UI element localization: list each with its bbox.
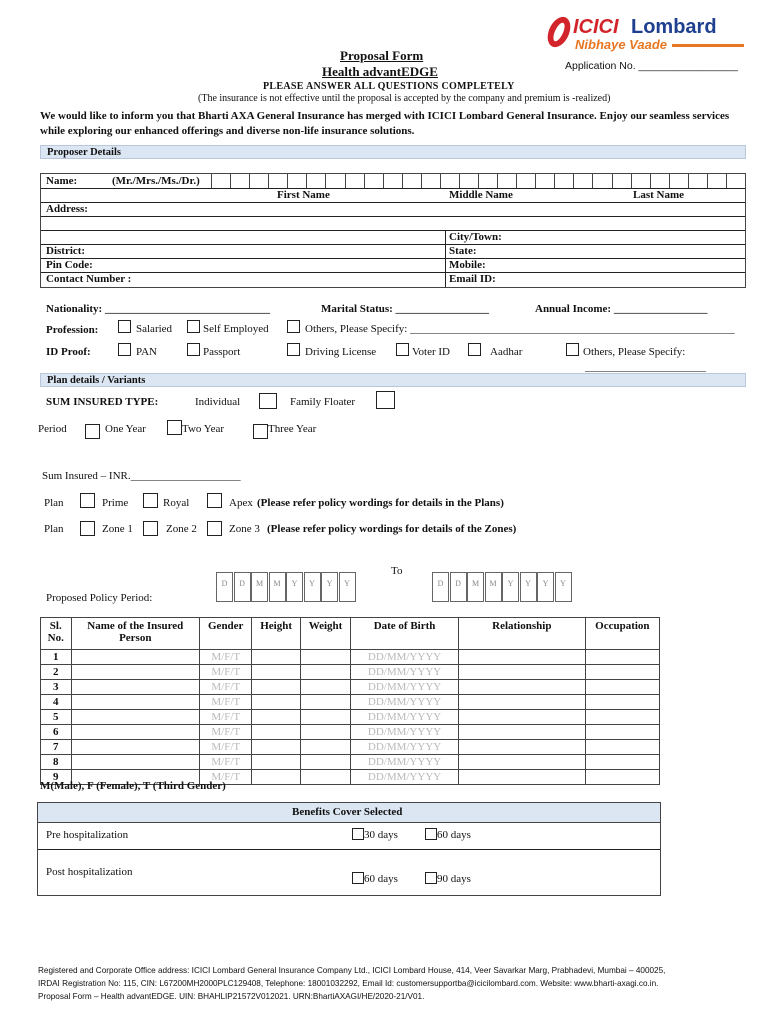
- name-char-cell[interactable]: [650, 174, 669, 188]
- royal-checkbox[interactable]: [143, 493, 158, 508]
- three-year-label: Three Year: [268, 423, 317, 435]
- date-char-box[interactable]: D: [234, 572, 251, 602]
- row-gender-cell[interactable]: M/F/T: [200, 740, 252, 755]
- row-sl-cell: 1: [41, 650, 72, 665]
- date-char-box[interactable]: M: [485, 572, 502, 602]
- zone-1-checkbox[interactable]: [80, 521, 95, 536]
- row-name-cell[interactable]: [71, 695, 200, 710]
- salutation-label: (Mr./Mrs./Ms./Dr.): [112, 175, 200, 187]
- row-weight-cell[interactable]: [300, 725, 350, 740]
- one-year-checkbox[interactable]: [85, 424, 100, 439]
- gender-legend: M(Male), F (Female), T (Third Gender): [40, 780, 226, 792]
- row-relationship-cell[interactable]: [458, 695, 585, 710]
- name-char-cell[interactable]: [364, 174, 383, 188]
- insured-persons-table: [40, 617, 660, 785]
- row-relationship-cell[interactable]: [458, 740, 585, 755]
- row-gender-cell[interactable]: M/F/T: [200, 710, 252, 725]
- row-weight-cell[interactable]: [300, 740, 350, 755]
- post-60-days-label: 60 days: [364, 873, 398, 885]
- zone-2-checkbox[interactable]: [143, 521, 158, 536]
- table-row: [41, 710, 660, 725]
- row-gender-cell[interactable]: M/F/T: [200, 725, 252, 740]
- name-char-cell[interactable]: [535, 174, 554, 188]
- svg-text:ICICI: ICICI: [573, 16, 619, 38]
- proposer-section-header: [40, 145, 746, 159]
- row-height-cell[interactable]: [252, 680, 300, 695]
- row-gender-cell[interactable]: M/F/T: [200, 650, 252, 665]
- row-dob-cell[interactable]: DD/MM/YYYY: [351, 680, 459, 695]
- svg-text:Nibhaye Vaade: Nibhaye Vaade: [575, 37, 668, 52]
- table-row: [41, 650, 660, 665]
- row-occupation-cell[interactable]: [585, 695, 659, 710]
- driving-license-checkbox[interactable]: [287, 343, 300, 356]
- last-name-label: Last Name: [633, 189, 685, 201]
- row-weight-cell[interactable]: [300, 755, 350, 770]
- pre-hosp-label: Pre hospitalization: [46, 829, 129, 841]
- name-char-cell[interactable]: [726, 174, 745, 188]
- date-char-box[interactable]: Y: [537, 572, 554, 602]
- name-char-cell[interactable]: [516, 174, 535, 188]
- row-name-cell[interactable]: [71, 665, 200, 680]
- row-name-cell[interactable]: [71, 650, 200, 665]
- name-char-cell[interactable]: [249, 174, 268, 188]
- name-char-cell[interactable]: [268, 174, 287, 188]
- row-occupation-cell[interactable]: [585, 740, 659, 755]
- date-char-box[interactable]: D: [216, 572, 233, 602]
- salaried-checkbox[interactable]: [118, 320, 131, 333]
- state-label[interactable]: State:: [449, 245, 477, 257]
- row-dob-cell[interactable]: DD/MM/YYYY: [351, 665, 459, 680]
- acceptance-note: (The insurance is not effective until the proposal is accepted by the company and premium is -realized): [198, 93, 611, 104]
- row-relationship-cell[interactable]: [458, 665, 585, 680]
- row-occupation-cell[interactable]: [585, 650, 659, 665]
- row-height-cell[interactable]: [252, 695, 300, 710]
- name-char-cell[interactable]: [459, 174, 478, 188]
- name-char-cell[interactable]: [230, 174, 249, 188]
- date-char-box[interactable]: Y: [555, 572, 572, 602]
- row-relationship-cell[interactable]: [458, 770, 585, 785]
- row-height-cell[interactable]: [252, 740, 300, 755]
- individual-label: Individual: [195, 396, 241, 408]
- contact-number-label[interactable]: Contact Number :: [46, 273, 132, 285]
- footer-uin: Proposal Form – Health advantEDGE. UIN: BHAHLIP21572V012021. URN:BhartiAXAGI/HE/2020-21/V01.: [38, 992, 425, 1001]
- name-label: Name:: [46, 175, 78, 187]
- row-sl-cell: 6: [41, 725, 72, 740]
- driving-license-label: Driving License: [305, 346, 377, 358]
- row-occupation-cell[interactable]: [585, 680, 659, 695]
- row-height-cell[interactable]: [252, 710, 300, 725]
- pre-60-days-label: 60 days: [437, 829, 471, 841]
- row-sl-cell: 3: [41, 680, 72, 695]
- zone-3-checkbox[interactable]: [207, 521, 222, 536]
- row-name-cell[interactable]: [71, 740, 200, 755]
- date-char-box[interactable]: Y: [286, 572, 303, 602]
- pre-30-days-checkbox[interactable]: [352, 828, 364, 840]
- benefits-title: Benefits Cover Selected: [292, 806, 403, 818]
- name-char-cell[interactable]: [707, 174, 726, 188]
- post-hosp-label: Post hospitalization: [46, 866, 133, 878]
- row-occupation-cell[interactable]: [585, 725, 659, 740]
- others-id-checkbox[interactable]: [566, 343, 579, 356]
- date-char-box[interactable]: Y: [502, 572, 519, 602]
- id-proof-label: ID Proof:: [46, 346, 91, 358]
- zone-1-label: Zone 1: [102, 523, 133, 535]
- zone-note: (Please refer policy wordings for details of the Zones): [267, 523, 517, 535]
- name-char-cell[interactable]: [688, 174, 707, 188]
- name-char-cell[interactable]: [421, 174, 440, 188]
- family-floater-checkbox[interactable]: [376, 391, 395, 409]
- mobile-label[interactable]: Mobile:: [449, 259, 486, 271]
- date-char-box[interactable]: Y: [304, 572, 321, 602]
- first-name-label: First Name: [277, 189, 330, 201]
- row-occupation-cell[interactable]: [585, 710, 659, 725]
- salaried-label: Salaried: [136, 323, 173, 335]
- row-sl-cell: 7: [41, 740, 72, 755]
- row-dob-cell[interactable]: DD/MM/YYYY: [351, 755, 459, 770]
- passport-checkbox[interactable]: [187, 343, 200, 356]
- row-height-cell[interactable]: [252, 665, 300, 680]
- middle-name-label: Middle Name: [449, 189, 513, 201]
- row-weight-cell[interactable]: [300, 710, 350, 725]
- two-year-label: Two Year: [182, 423, 225, 435]
- pre-60-days-checkbox[interactable]: [425, 828, 437, 840]
- post-90-days-label: 90 days: [437, 873, 471, 885]
- voter-id-checkbox[interactable]: [396, 343, 409, 356]
- self-employed-checkbox[interactable]: [187, 320, 200, 333]
- row-occupation-cell[interactable]: [585, 770, 659, 785]
- row-dob-cell[interactable]: DD/MM/YYYY: [351, 650, 459, 665]
- email-label[interactable]: Email ID:: [449, 273, 496, 285]
- sum-insured-type-label: SUM INSURED TYPE:: [46, 396, 159, 408]
- row-sl-cell: 8: [41, 755, 72, 770]
- three-year-checkbox[interactable]: [253, 424, 268, 439]
- application-number[interactable]: Application No. _________________: [565, 60, 738, 72]
- passport-label: Passport: [203, 346, 241, 358]
- row-name-cell[interactable]: [71, 755, 200, 770]
- row-gender-cell[interactable]: M/F/T: [200, 665, 252, 680]
- col-height: Height: [252, 618, 300, 650]
- col-occupation: Occupation: [585, 618, 659, 650]
- district-label[interactable]: District:: [46, 245, 86, 257]
- row-dob-cell[interactable]: DD/MM/YYYY: [351, 695, 459, 710]
- row-relationship-cell[interactable]: [458, 755, 585, 770]
- profession-label: Profession:: [46, 324, 99, 336]
- row-weight-cell[interactable]: [300, 695, 350, 710]
- row-weight-cell[interactable]: [300, 665, 350, 680]
- col-gender: Gender: [200, 618, 252, 650]
- others-profession-label[interactable]: Others, Please Specify: ___________________________________________________________: [305, 323, 735, 335]
- sum-insured-field[interactable]: Sum Insured – INR.____________________: [42, 470, 241, 482]
- others-id-line[interactable]: ______________________: [585, 361, 706, 373]
- table-row: [41, 680, 660, 695]
- row-gender-cell[interactable]: M/F/T: [200, 680, 252, 695]
- date-char-box[interactable]: M: [269, 572, 286, 602]
- instruction-text: PLEASE ANSWER ALL QUESTIONS COMPLETELY: [263, 81, 515, 92]
- row-dob-cell[interactable]: DD/MM/YYYY: [351, 710, 459, 725]
- name-char-cell[interactable]: [440, 174, 459, 188]
- name-char-cell[interactable]: [306, 174, 325, 188]
- name-char-cell[interactable]: [325, 174, 344, 188]
- name-char-cell[interactable]: [287, 174, 306, 188]
- plan-label: Plan: [44, 497, 64, 509]
- col-dob: Date of Birth: [351, 618, 459, 650]
- others-id-label: Others, Please Specify:: [583, 346, 686, 358]
- name-char-cell[interactable]: [402, 174, 421, 188]
- zone-plan-label: Plan: [44, 523, 64, 535]
- name-char-cell[interactable]: [669, 174, 688, 188]
- policy-period-label: Proposed Policy Period:: [46, 592, 153, 604]
- table-row: [41, 740, 660, 755]
- row-name-cell[interactable]: [71, 680, 200, 695]
- royal-label: Royal: [163, 497, 190, 509]
- row-weight-cell[interactable]: [300, 680, 350, 695]
- date-char-box[interactable]: M: [251, 572, 268, 602]
- row-dob-cell[interactable]: DD/MM/YYYY: [351, 725, 459, 740]
- self-employed-label: Self Employed: [203, 323, 269, 335]
- name-char-cell[interactable]: [211, 174, 230, 188]
- family-floater-label: Family Floater: [290, 396, 356, 408]
- aadhar-label: Aadhar: [490, 346, 523, 358]
- col-sl-no: Sl. No.: [41, 618, 72, 650]
- row-height-cell[interactable]: [252, 650, 300, 665]
- table-row: [41, 725, 660, 740]
- table-row: [41, 665, 660, 680]
- annual-income-field[interactable]: Annual Income: _________________: [535, 303, 708, 315]
- name-char-cell[interactable]: [612, 174, 631, 188]
- two-year-checkbox[interactable]: [167, 420, 182, 435]
- date-char-box[interactable]: Y: [339, 572, 356, 602]
- row-gender-cell[interactable]: M/F/T: [200, 770, 252, 785]
- apex-label: Apex: [229, 497, 253, 509]
- pre-30-days-label: 30 days: [364, 829, 398, 841]
- table-row: [41, 695, 660, 710]
- name-char-cell[interactable]: [383, 174, 402, 188]
- row-gender-cell[interactable]: M/F/T: [200, 755, 252, 770]
- plan-section-header: [40, 373, 746, 387]
- name-char-cell[interactable]: [497, 174, 516, 188]
- row-occupation-cell[interactable]: [585, 755, 659, 770]
- zone-3-label: Zone 3: [229, 523, 260, 535]
- icici-lombard-logo-icon: [545, 10, 750, 54]
- name-char-cell[interactable]: [592, 174, 611, 188]
- pan-checkbox[interactable]: [118, 343, 131, 356]
- section-title: Proposer Details: [47, 147, 121, 158]
- individual-checkbox[interactable]: [259, 393, 277, 409]
- footer-registration: IRDAI Registration No: 115, CIN: L67200MH2000PLC129408, Telephone: 18001032292, Email Id: customersupportba@icicilombard.com. Website: www.bharti-axagi.co.in.: [38, 979, 659, 988]
- others-profession-checkbox[interactable]: [287, 320, 300, 333]
- city-label[interactable]: City/Town:: [449, 231, 502, 243]
- date-char-box[interactable]: Y: [321, 572, 338, 602]
- apex-checkbox[interactable]: [207, 493, 222, 508]
- pin-code-label[interactable]: Pin Code:: [46, 259, 93, 271]
- one-year-label: One Year: [105, 423, 146, 435]
- date-char-box[interactable]: M: [467, 572, 484, 602]
- prime-label: Prime: [102, 497, 129, 509]
- date-to-label: To: [391, 565, 403, 577]
- date-char-box[interactable]: D: [450, 572, 467, 602]
- voter-id-label: Voter ID: [412, 346, 450, 358]
- name-char-cell[interactable]: [345, 174, 364, 188]
- row-height-cell[interactable]: [252, 725, 300, 740]
- name-char-cell[interactable]: [631, 174, 650, 188]
- footer-address: Registered and Corporate Office address: ICICI Lombard General Insurance Company Ltd., ICICI Lombard House, 414, Veer Savarkar Marg, Prabhadevi, Mumbai – 400025,: [38, 966, 666, 975]
- form-title: Proposal Form: [340, 48, 424, 63]
- row-sl-cell: 4: [41, 695, 72, 710]
- svg-text:Lombard: Lombard: [631, 16, 717, 38]
- plan-note: (Please refer policy wordings for details in the Plans): [257, 497, 504, 509]
- period-label: Period: [38, 423, 67, 435]
- row-name-cell[interactable]: [71, 710, 200, 725]
- row-weight-cell[interactable]: [300, 650, 350, 665]
- row-relationship-cell[interactable]: [458, 710, 585, 725]
- marital-status-field[interactable]: Marital Status: _________________: [321, 303, 490, 315]
- row-weight-cell[interactable]: [300, 770, 350, 785]
- row-dob-cell[interactable]: DD/MM/YYYY: [351, 770, 459, 785]
- row-height-cell[interactable]: [252, 755, 300, 770]
- row-relationship-cell[interactable]: [458, 725, 585, 740]
- table-row: [41, 755, 660, 770]
- row-relationship-cell[interactable]: [458, 680, 585, 695]
- form-subtitle: Health advantEDGE: [322, 64, 438, 79]
- post-60-days-checkbox[interactable]: [352, 872, 364, 884]
- post-90-days-checkbox[interactable]: [425, 872, 437, 884]
- section-title: Plan details / Variants: [47, 375, 146, 386]
- row-dob-cell[interactable]: DD/MM/YYYY: [351, 740, 459, 755]
- aadhar-checkbox[interactable]: [468, 343, 481, 356]
- zone-2-label: Zone 2: [166, 523, 197, 535]
- date-char-box[interactable]: Y: [520, 572, 537, 602]
- prime-checkbox[interactable]: [80, 493, 95, 508]
- row-sl-cell: 9: [41, 770, 72, 785]
- row-occupation-cell[interactable]: [585, 665, 659, 680]
- date-char-box[interactable]: D: [432, 572, 449, 602]
- row-name-cell[interactable]: [71, 725, 200, 740]
- name-char-cell[interactable]: [573, 174, 592, 188]
- name-character-boxes[interactable]: [211, 174, 745, 188]
- row-gender-cell[interactable]: M/F/T: [200, 695, 252, 710]
- col-relationship: Relationship: [458, 618, 585, 650]
- row-sl-cell: 5: [41, 710, 72, 725]
- row-relationship-cell[interactable]: [458, 650, 585, 665]
- row-height-cell[interactable]: [252, 770, 300, 785]
- col-name: Name of the Insured Person: [71, 618, 200, 650]
- col-weight: Weight: [300, 618, 350, 650]
- name-char-cell[interactable]: [554, 174, 573, 188]
- address-label[interactable]: Address:: [46, 203, 88, 215]
- nationality-field[interactable]: Nationality: ______________________________: [46, 303, 270, 315]
- row-sl-cell: 2: [41, 665, 72, 680]
- pan-label: PAN: [136, 346, 157, 358]
- merger-notice: We would like to inform you that Bharti AXA General Insurance has merged with ICICI Lombard General Insurance. Enjoy our seamless services while exploring our enhanced offerings and diverse non-life insurance solutions.: [40, 110, 730, 137]
- company-logo: [545, 10, 750, 54]
- name-char-cell[interactable]: [478, 174, 497, 188]
